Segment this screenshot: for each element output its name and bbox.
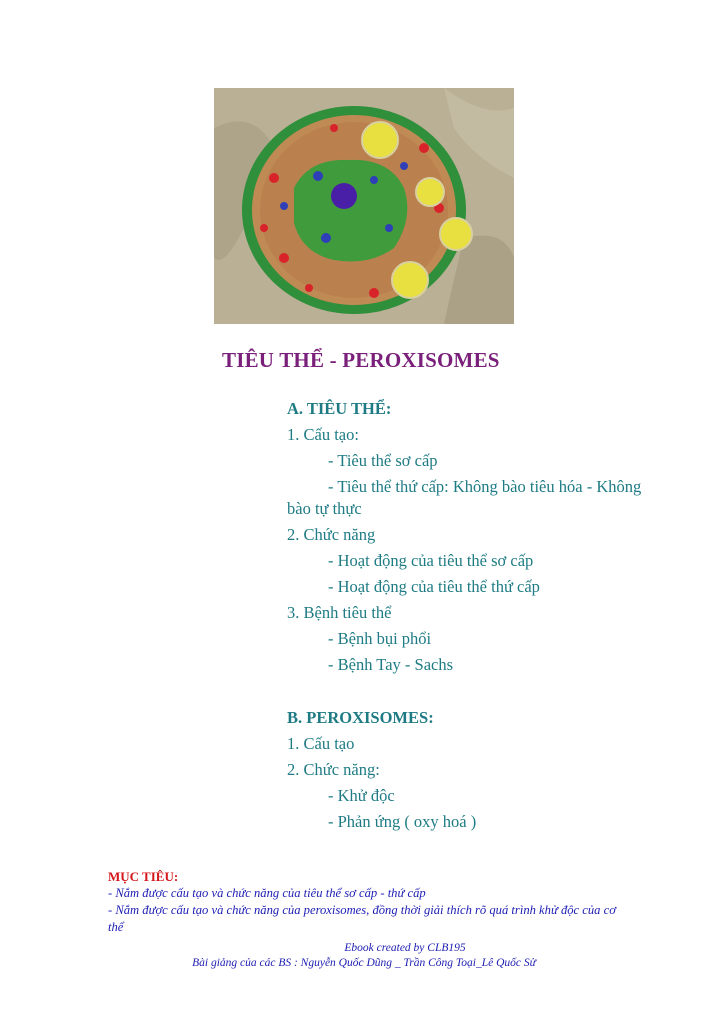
objective-line: - Nắm được cấu tạo và chức năng của tiêu thể sơ cấp - thứ cấp bbox=[108, 886, 426, 900]
objective-line: - Nắm được cấu tạo và chức năng của peroxisomes, đồng thời giải thích rõ quá trình khử độc của cơ thể bbox=[108, 903, 616, 934]
outline-item: - Bệnh Tay - Sachs bbox=[328, 655, 454, 674]
section-a-function: 2. Chức năng bbox=[287, 525, 376, 544]
section-b-function: 2. Chức năng: bbox=[287, 760, 380, 779]
section-a-heading: A. TIÊU THỂ: bbox=[287, 399, 392, 418]
outline-item: - Khử độc bbox=[328, 786, 395, 805]
page-title: TIÊU THỂ - PEROXISOMES bbox=[222, 348, 500, 372]
spacer bbox=[287, 678, 647, 705]
lesson-outline bbox=[287, 396, 647, 835]
objectives-title: MỤC TIÊU: bbox=[108, 869, 179, 884]
section-b-structure: 1. Cấu tạo bbox=[287, 734, 355, 753]
outline-item: - Phản ứng ( oxy hoá ) bbox=[328, 812, 477, 831]
outline-item: - Bệnh bụi phổi bbox=[328, 629, 432, 648]
outline-item: - Tiêu thể sơ cấp bbox=[328, 451, 438, 470]
section-b-heading: B. PEROXISOMES: bbox=[287, 708, 434, 727]
cell-micrograph-image bbox=[214, 88, 514, 324]
section-a-disease: 3. Bệnh tiêu thể bbox=[287, 603, 392, 622]
lecture-credit: Bài giảng của các BS : Nguyễn Quốc Dũng _ Trần Công Toại_Lê Quốc Sử bbox=[192, 957, 536, 969]
ebook-credit: Ebook created by CLB195 bbox=[344, 942, 466, 954]
section-a-structure: 1. Cấu tạo: bbox=[287, 425, 359, 444]
outline-item-wrapped bbox=[287, 474, 647, 522]
outline-item: - Tiêu thể thứ cấp: Không bào tiêu hóa - Không bào tự thực bbox=[287, 477, 642, 518]
outline-item: - Hoạt động của tiêu thể sơ cấp bbox=[328, 551, 534, 570]
outline-item: - Hoạt động của tiêu thể thứ cấp bbox=[328, 577, 540, 596]
objectives-block bbox=[108, 868, 628, 936]
